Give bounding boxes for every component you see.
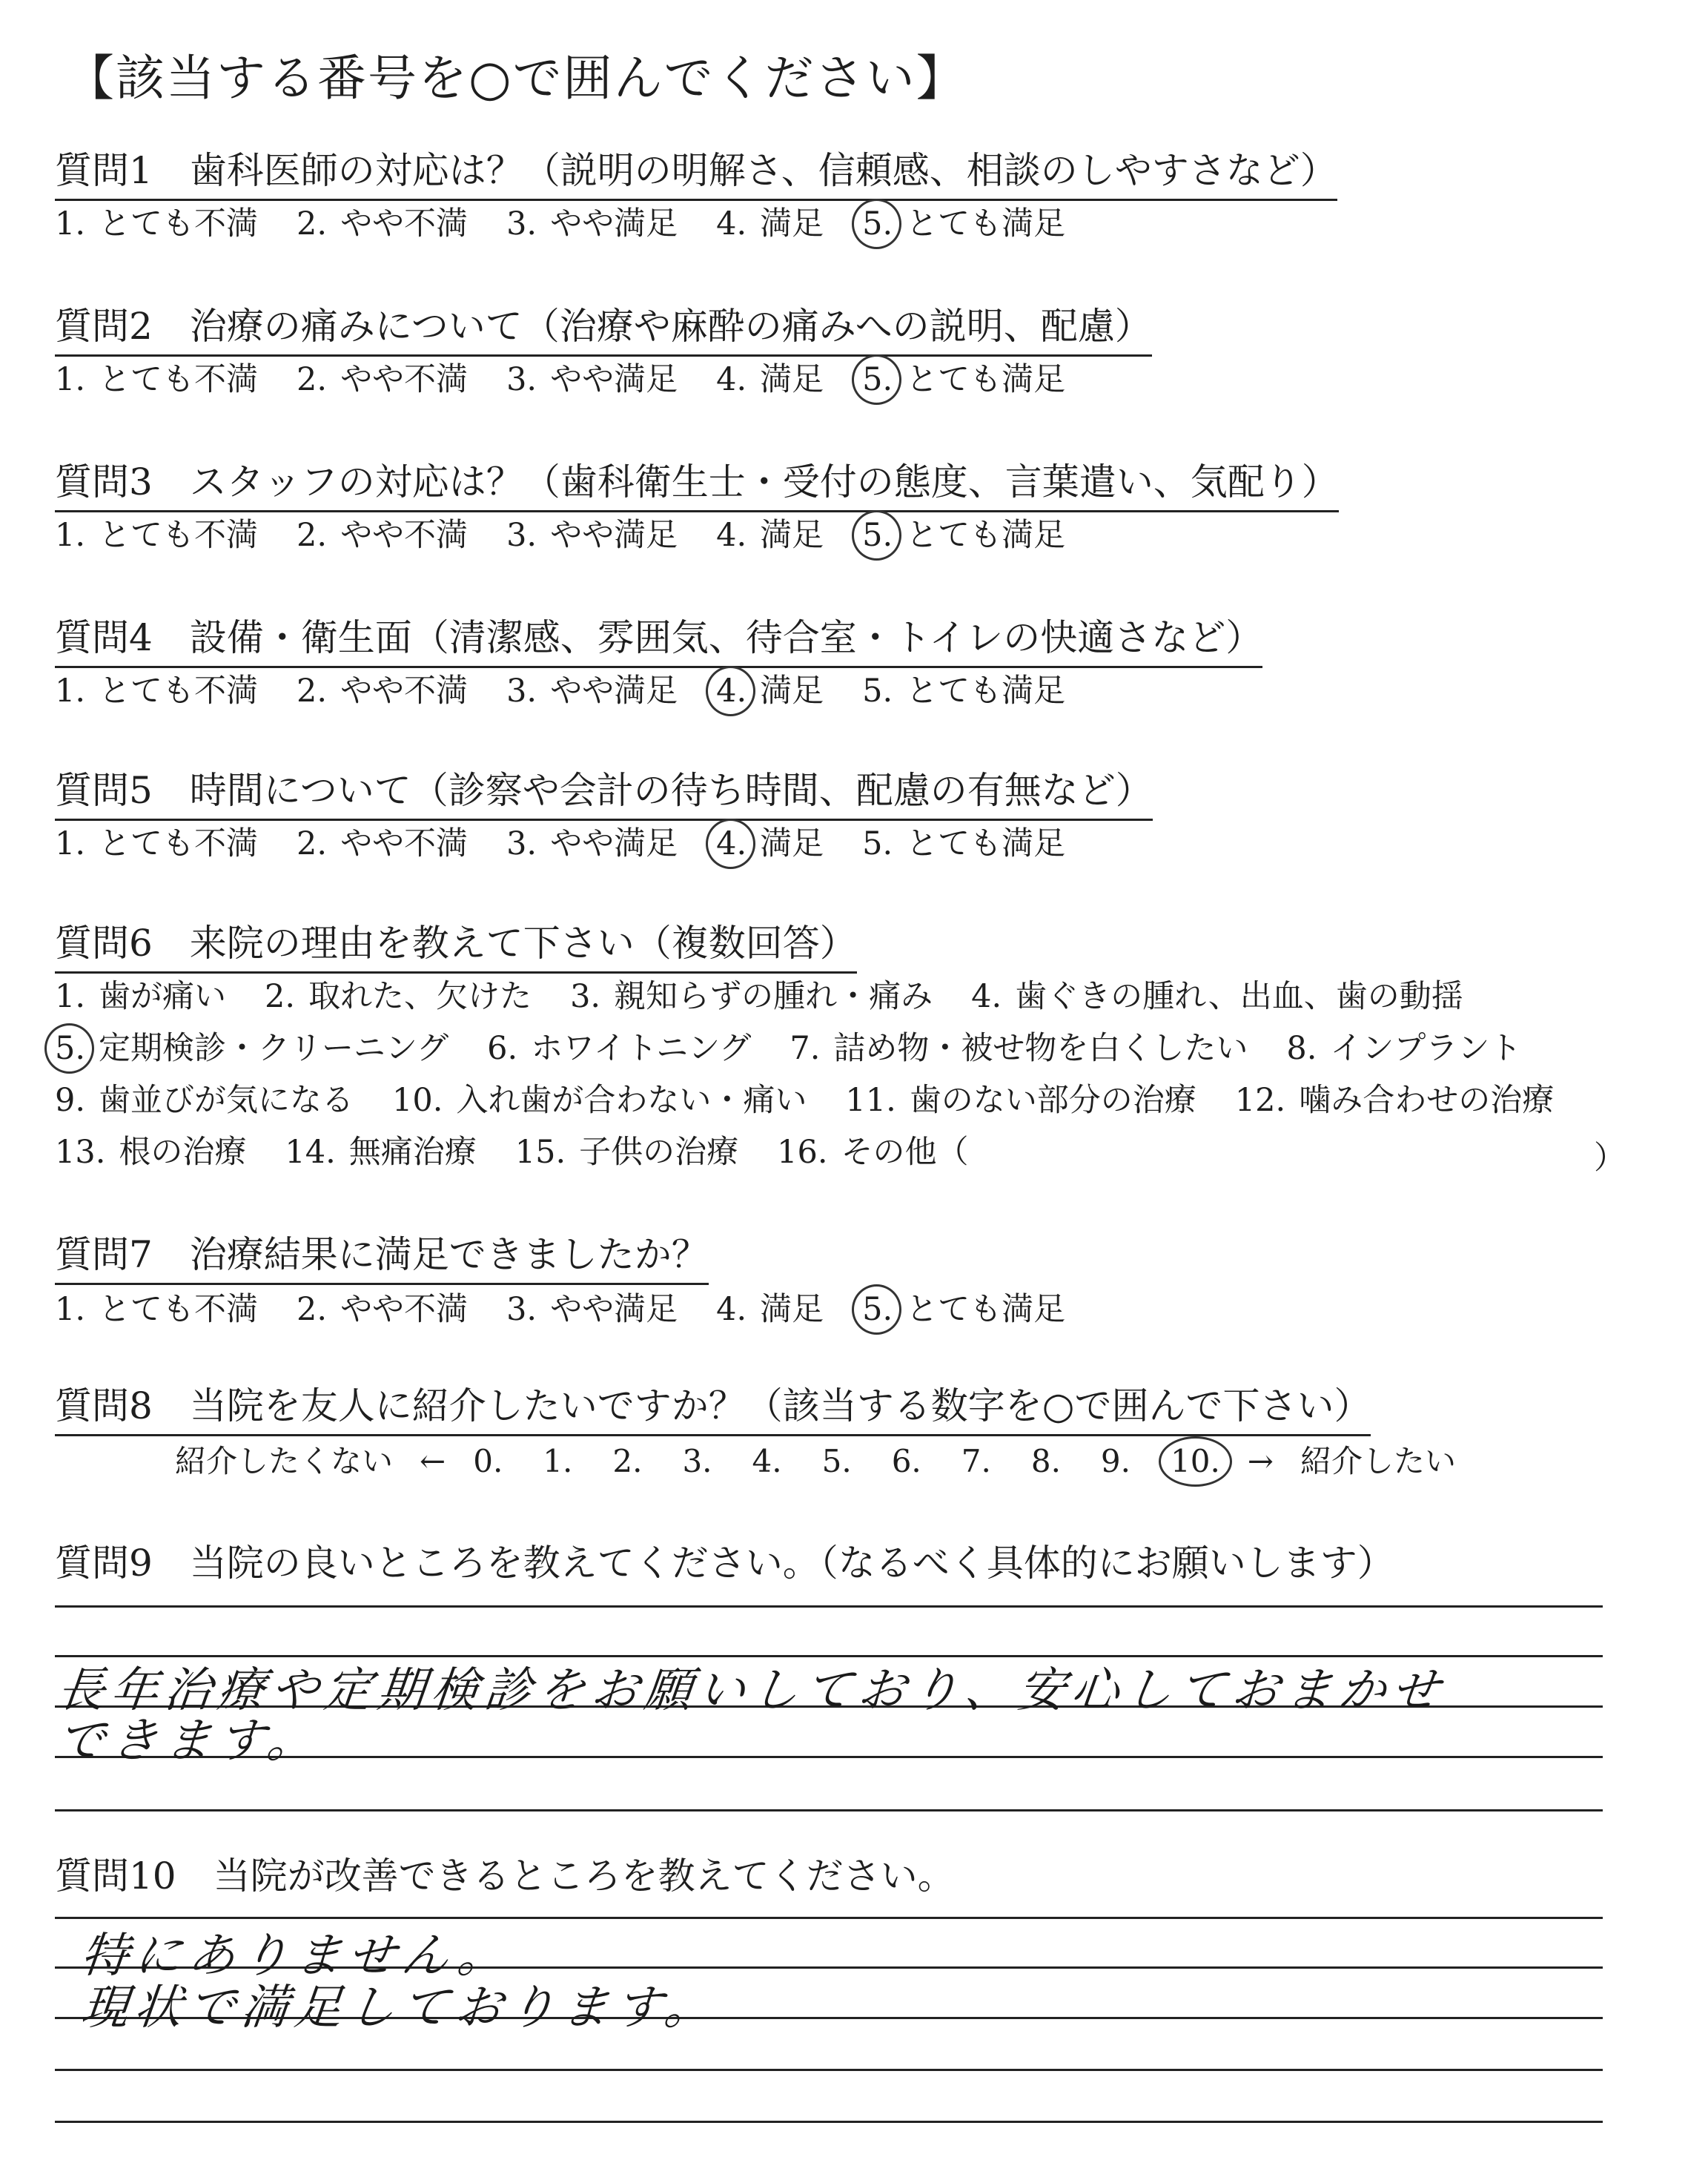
q9-handwritten-answer-line-1[interactable]: 長年治療や定期検診をお願いしており、安心しておまかせ	[54, 1663, 1449, 1718]
q6-option-11[interactable]: 11. 歯のない部分の治療	[845, 1082, 1196, 1119]
q8-option-10[interactable]: 10.	[1171, 1443, 1220, 1479]
q8-option-6[interactable]: 6.	[891, 1443, 921, 1479]
q4-option-5[interactable]: 5. とても満足	[862, 673, 1066, 710]
q6-option-4[interactable]: 4. 歯ぐきの腫れ、出血、歯の動揺	[971, 978, 1463, 1015]
q8-left-label: 紹介したくない	[175, 1443, 394, 1479]
q9-answer-line-1	[55, 1605, 1603, 1608]
q5-title: 質問5 時間について（診察や会計の待ち時間、配慮の有無など）	[55, 768, 1153, 821]
right-arrow-icon: →	[1247, 1443, 1274, 1479]
q6-row-2	[55, 1029, 1560, 1068]
q8-option-8[interactable]: 8.	[1030, 1443, 1061, 1479]
q6-option-15[interactable]: 15. 子供の治療	[514, 1134, 739, 1171]
q6-option-6[interactable]: 6. ホワイトニング	[487, 1030, 752, 1067]
q8-scale	[156, 1442, 1475, 1481]
q6-row-3	[55, 1081, 1592, 1120]
q1-option-2[interactable]: 2. やや不満	[297, 205, 469, 242]
q5-option-5[interactable]: 5. とても満足	[862, 825, 1066, 862]
q2-options	[55, 360, 1104, 399]
q1-options	[55, 205, 1104, 243]
q8-option-2[interactable]: 2.	[612, 1443, 643, 1479]
q6-option-1[interactable]: 1. 歯が痛い	[55, 978, 227, 1015]
q1-option-3[interactable]: 3. やや満足	[506, 205, 678, 242]
q8-option-3[interactable]: 3.	[682, 1443, 712, 1479]
q7-option-3[interactable]: 3. やや満足	[506, 1291, 678, 1328]
q6-row-4	[55, 1133, 1007, 1172]
q3-option-3[interactable]: 3. やや満足	[506, 517, 678, 554]
q4-option-4[interactable]: 4. 満足	[716, 673, 824, 710]
q6-option-9[interactable]: 9. 歯並びが気になる	[55, 1082, 354, 1119]
q6-option-7[interactable]: 7. 詰め物・被せ物を白くしたい	[790, 1030, 1248, 1067]
q6-row-1	[55, 977, 1502, 1016]
q2-option-4[interactable]: 4. 満足	[716, 361, 824, 398]
q5-option-3[interactable]: 3. やや満足	[506, 825, 678, 862]
q6-option-10[interactable]: 10. 入れ歯が合わない・痛い	[392, 1082, 807, 1119]
q4-title: 質問4 設備・衛生面（清潔感、雰囲気、待合室・トイレの快適さなど）	[55, 615, 1262, 668]
q8-option-1[interactable]: 1.	[543, 1443, 573, 1479]
q9-handwritten-answer-line-2[interactable]: できます。	[54, 1714, 324, 1768]
q9-answer-line-5	[55, 1809, 1603, 1811]
q1-option-1[interactable]: 1. とても不満	[55, 205, 259, 242]
q8-right-label: 紹介したい	[1300, 1443, 1457, 1479]
q5-options	[55, 825, 1104, 863]
q6-option-16[interactable]: 16. その他（	[777, 1134, 969, 1171]
q6-other-close-paren: ）	[1594, 1140, 1626, 1177]
q10-handwritten-answer-line-1[interactable]: 特にありません。	[78, 1929, 514, 1984]
q2-option-5[interactable]: 5. とても満足	[862, 361, 1066, 398]
q9-title: 質問9 当院の良いところを教えてください。（なるべく具体的にお願いします）	[55, 1542, 1394, 1585]
q3-option-5[interactable]: 5. とても満足	[862, 517, 1066, 554]
q1-option-5[interactable]: 5. とても満足	[862, 205, 1066, 242]
q7-option-5[interactable]: 5. とても満足	[862, 1291, 1066, 1328]
q6-option-2[interactable]: 2. 取れた、欠けた	[265, 978, 532, 1015]
q7-options	[55, 1290, 1104, 1329]
q4-options	[55, 672, 1104, 710]
q8-option-9[interactable]: 9.	[1100, 1443, 1131, 1479]
q1-title: 質問1 歯科医師の対応は？（説明の明解さ、信頼感、相談のしやすさなど）	[55, 148, 1337, 201]
q4-option-3[interactable]: 3. やや満足	[506, 673, 678, 710]
q10-answer-line-5	[55, 2121, 1603, 2123]
q5-option-4[interactable]: 4. 満足	[716, 825, 824, 862]
q3-title: 質問3 スタッフの対応は？（歯科衛生士・受付の態度、言葉遣い、気配り）	[55, 460, 1339, 512]
q3-options	[55, 516, 1104, 555]
q6-option-13[interactable]: 13. 根の治療	[55, 1134, 247, 1171]
q2-title: 質問2 治療の痛みについて（治療や麻酔の痛みへの説明、配慮）	[55, 304, 1152, 357]
q8-option-7[interactable]: 7.	[961, 1443, 991, 1479]
q7-option-1[interactable]: 1. とても不満	[55, 1291, 259, 1328]
q4-option-1[interactable]: 1. とても不満	[55, 673, 259, 710]
q10-answer-line-4	[55, 2069, 1603, 2071]
q7-option-4[interactable]: 4. 満足	[716, 1291, 824, 1328]
q3-option-1[interactable]: 1. とても不満	[55, 517, 259, 554]
q5-option-2[interactable]: 2. やや不満	[297, 825, 469, 862]
q6-option-14[interactable]: 14. 無痛治療	[285, 1134, 477, 1171]
q6-option-12[interactable]: 12. 噛み合わせの治療	[1234, 1082, 1555, 1119]
q4-option-2[interactable]: 2. やや不満	[297, 673, 469, 710]
q7-option-2[interactable]: 2. やや不満	[297, 1291, 469, 1328]
q6-option-8[interactable]: 8. インプラント	[1286, 1030, 1522, 1067]
q8-option-5[interactable]: 5.	[821, 1443, 852, 1479]
q1-option-4[interactable]: 4. 満足	[716, 205, 824, 242]
q5-option-1[interactable]: 1. とても不満	[55, 825, 259, 862]
q10-handwritten-answer-line-2[interactable]: 現状で満足しております。	[78, 1981, 721, 2035]
q3-option-2[interactable]: 2. やや不満	[297, 517, 469, 554]
q2-option-3[interactable]: 3. やや満足	[506, 361, 678, 398]
q8-option-4[interactable]: 4.	[752, 1443, 782, 1479]
q3-option-4[interactable]: 4. 満足	[716, 517, 824, 554]
instruction-header: 【該当する番号を○で囲んでください】	[65, 50, 967, 107]
q7-title: 質問7 治療結果に満足できましたか？	[55, 1232, 709, 1285]
q10-title: 質問10 当院が改善できるところを教えてください。	[55, 1855, 955, 1898]
left-arrow-icon: ←	[420, 1443, 446, 1479]
q6-title: 質問6 来院の理由を教えて下さい（複数回答）	[55, 921, 857, 974]
q6-option-3[interactable]: 3. 親知らずの腫れ・痛み	[570, 978, 933, 1015]
q8-option-0[interactable]: 0.	[473, 1443, 503, 1479]
q6-option-5[interactable]: 5. 定期検診・クリーニング	[55, 1030, 449, 1067]
q2-option-1[interactable]: 1. とても不満	[55, 361, 259, 398]
q2-option-2[interactable]: 2. やや不満	[297, 361, 469, 398]
q8-title: 質問8 当院を友人に紹介したいですか？（該当する数字を○で囲んで下さい）	[55, 1384, 1371, 1436]
